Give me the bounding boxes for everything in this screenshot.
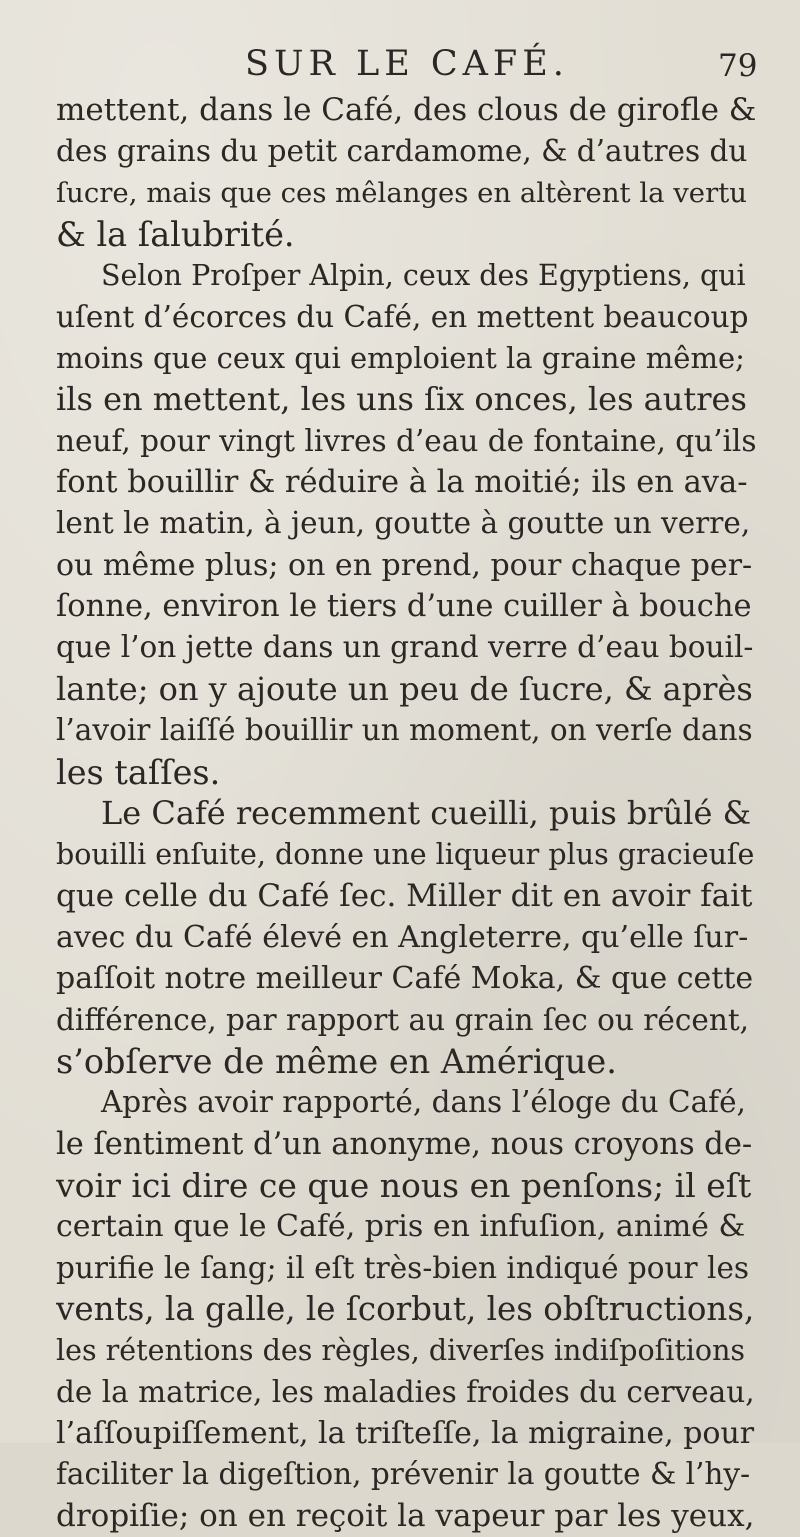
page-header bbox=[0, 44, 800, 88]
text-line: les taſſes. bbox=[56, 752, 221, 792]
text-line: paſſoit notre meilleur Café Moka, & que cette bbox=[56, 961, 754, 997]
paragraph-start-line: Selon Proſper Alpin, ceux des Egyptiens, qui bbox=[101, 259, 746, 293]
text-line: neuf, pour vingt livres d’eau de fontaine, qu’ils bbox=[56, 423, 756, 458]
text-line: lent le matin, à jeun, goutte à goutte un verre, bbox=[56, 506, 751, 541]
text-line: uſent d’écorces du Café, en mettent beaucoup bbox=[56, 299, 749, 334]
text-line: des grains du petit cardamome, & d’autres du bbox=[56, 134, 748, 169]
text-line: que celle du Café ſec. Miller dit en avoir fait bbox=[56, 877, 753, 914]
text-line: & la ſalubrité. bbox=[56, 215, 295, 255]
text-line: ſucre, mais que ces mêlanges en altèrent la vertu bbox=[56, 176, 747, 209]
text-line: dropiſie; on en reçoit la vapeur par les yeux, bbox=[56, 1497, 755, 1534]
text-line: ſonne, environ le tiers d’une cuiller à bouche bbox=[56, 589, 752, 625]
text-line: de la matrice, les maladies froides du cerveau, bbox=[56, 1374, 755, 1409]
page-number: 79 bbox=[718, 48, 758, 84]
text-line: purifie le ſang; il eſt très-bien indiqué pour les bbox=[56, 1250, 750, 1285]
text-line: différence, par rapport au grain ſec ou récent, bbox=[56, 1002, 750, 1037]
body-text bbox=[56, 90, 756, 1537]
text-line: avec du Café élevé en Angleterre, qu’elle ſur- bbox=[56, 919, 749, 955]
running-title: SUR LE CAFÉ. bbox=[245, 44, 569, 84]
text-line: vents, la galle, le ſcorbut, les obſtructions, bbox=[56, 1289, 755, 1328]
text-line: que l’on jette dans un grand verre d’eau bouil- bbox=[56, 630, 754, 665]
text-line: ou même plus; on en prend, pour chaque per- bbox=[56, 547, 753, 583]
text-line: le ſentiment d’un anonyme, nous croyons de- bbox=[56, 1126, 753, 1162]
text-line: mettent, dans le Café, des clous de girofle & bbox=[56, 92, 756, 128]
text-line: moins que ceux qui emploient la graine même; bbox=[56, 341, 745, 376]
text-line: les rétentions des règles, diverſes indiſpoſitions bbox=[56, 1334, 746, 1368]
text-line: ils en mettent, les uns ſix onces, les autres bbox=[56, 380, 747, 419]
text-line: l’avoir laiſſé bouillir un moment, on verſe dans bbox=[56, 713, 753, 748]
paragraph-start-line: Le Café recemment cueilli, puis brûlé & bbox=[101, 793, 752, 832]
text-line: lante; on y ajoute un peu de ſucre, & après bbox=[56, 669, 753, 708]
text-line: faciliter la digeſtion, prévenir la goutte & l’hy- bbox=[56, 1457, 751, 1492]
text-line: s’obſerve de même en Amérique. bbox=[56, 1041, 617, 1081]
text-line: certain que le Café, pris en infuſion, animé & bbox=[56, 1209, 746, 1245]
text-line: bouilli enſuite, donne une liqueur plus gracieuſe bbox=[56, 838, 755, 872]
text-line: voir ici dire ce que nous en penſons; il eſt bbox=[56, 1165, 752, 1205]
text-line: l’aſſoupiſſement, la triſteſſe, la migraine, pour bbox=[56, 1416, 755, 1451]
paragraph-start-line: Après avoir rapporté, dans l’éloge du Café, bbox=[101, 1085, 746, 1120]
text-line: font bouillir & réduire à la moitié; ils en ava- bbox=[56, 465, 748, 501]
